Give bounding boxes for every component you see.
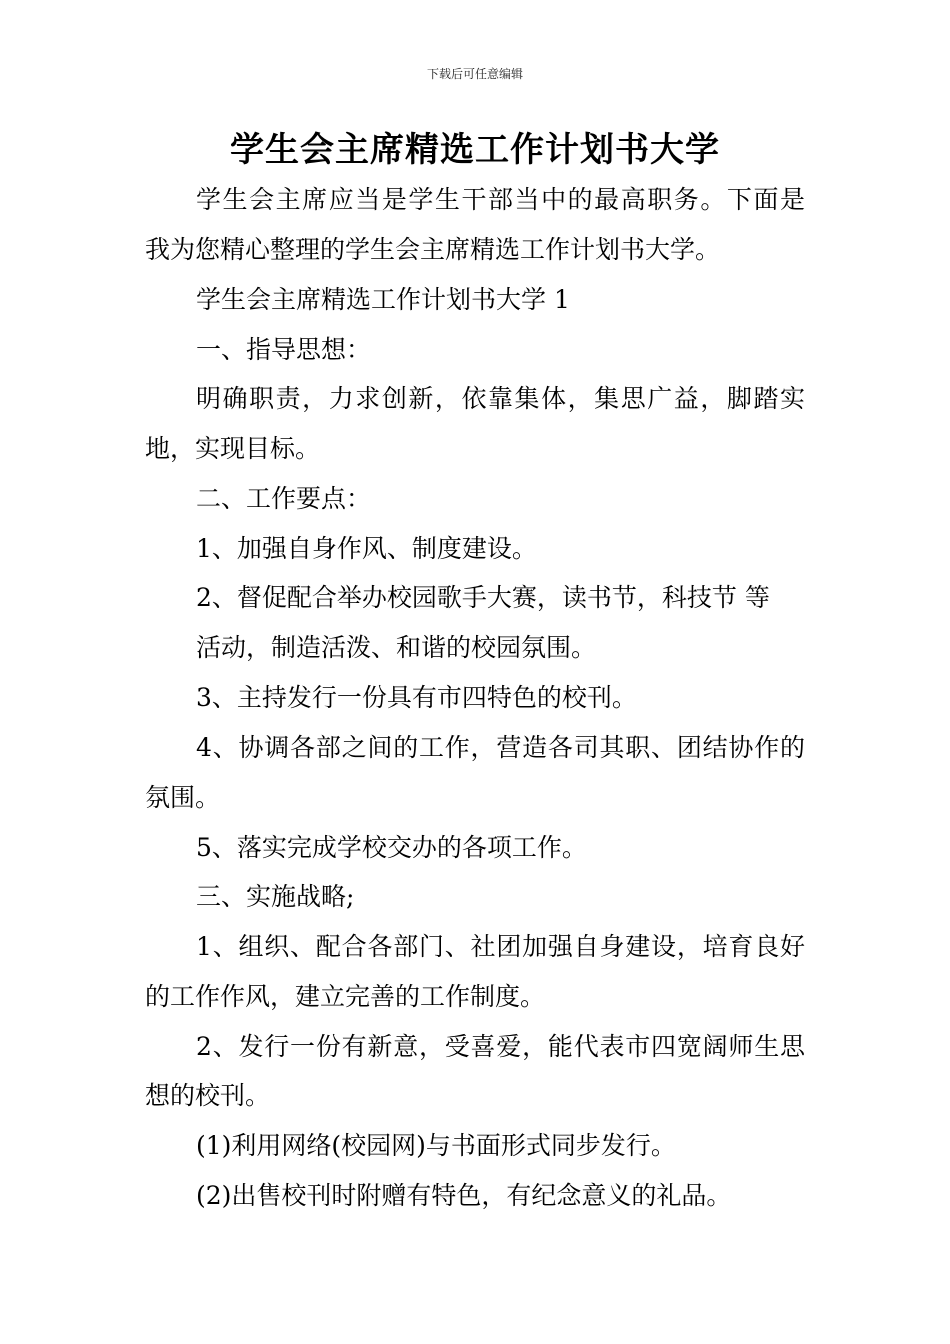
work-point-2-line-1: 2、督促配合举办校园歌手大赛，读书节，科技节 等 (196, 583, 770, 612)
strategy-1-line-2: 的工作作风，建立完善的工作制度。 (145, 982, 546, 1011)
work-point-3: 3、主持发行一份具有市四特色的校刊。 (196, 683, 637, 712)
heading-strategy: 三、实施战略; (196, 882, 355, 911)
strategy-1-line-1: 1、组织、配合各部门、社团加强自身建设，培育良好 (196, 932, 805, 961)
intro-line-1: 学生会主席应当是学生干部当中的最高职务。下面是 (196, 185, 805, 214)
work-point-5: 5、落实完成学校交办的各项工作。 (196, 833, 587, 862)
section-heading-plan-1: 学生会主席精选工作计划书大学 1 (196, 285, 570, 314)
strategy-2-line-1: 2、发行一份有新意，受喜爱，能代表市四宽阔师生思 (196, 1032, 805, 1061)
intro-line-2: 我为您精心整理的学生会主席精选工作计划书大学。 (145, 235, 721, 264)
work-point-4-line-2: 氛围。 (145, 783, 221, 812)
strategy-2-sub-2: (2)出售校刊时附赠有特色，有纪念意义的礼品。 (196, 1181, 732, 1210)
work-point-1: 1、加强自身作风、制度建设。 (196, 534, 537, 563)
heading-guiding-ideology: 一、指导思想： (196, 335, 372, 364)
ideology-line-2: 地，实现目标。 (145, 434, 321, 463)
strategy-2-line-2: 想的校刊。 (145, 1081, 271, 1110)
ideology-line-1: 明确职责，力求创新，依靠集体，集思广益，脚踏实 (196, 384, 805, 413)
document-title: 学生会主席精选工作计划书大学 (230, 130, 720, 170)
strategy-2-sub-1: (1)利用网络(校园网)与书面形式同步发行。 (196, 1131, 676, 1160)
heading-work-points: 二、工作要点： (196, 484, 372, 513)
work-point-2-line-2: 活动，制造活泼、和谐的校园氛围。 (196, 633, 597, 662)
header-note: 下载后可任意编辑 (426, 67, 523, 81)
work-point-4-line-1: 4、协调各部之间的工作，营造各司其职、团结协作的 (196, 733, 805, 762)
